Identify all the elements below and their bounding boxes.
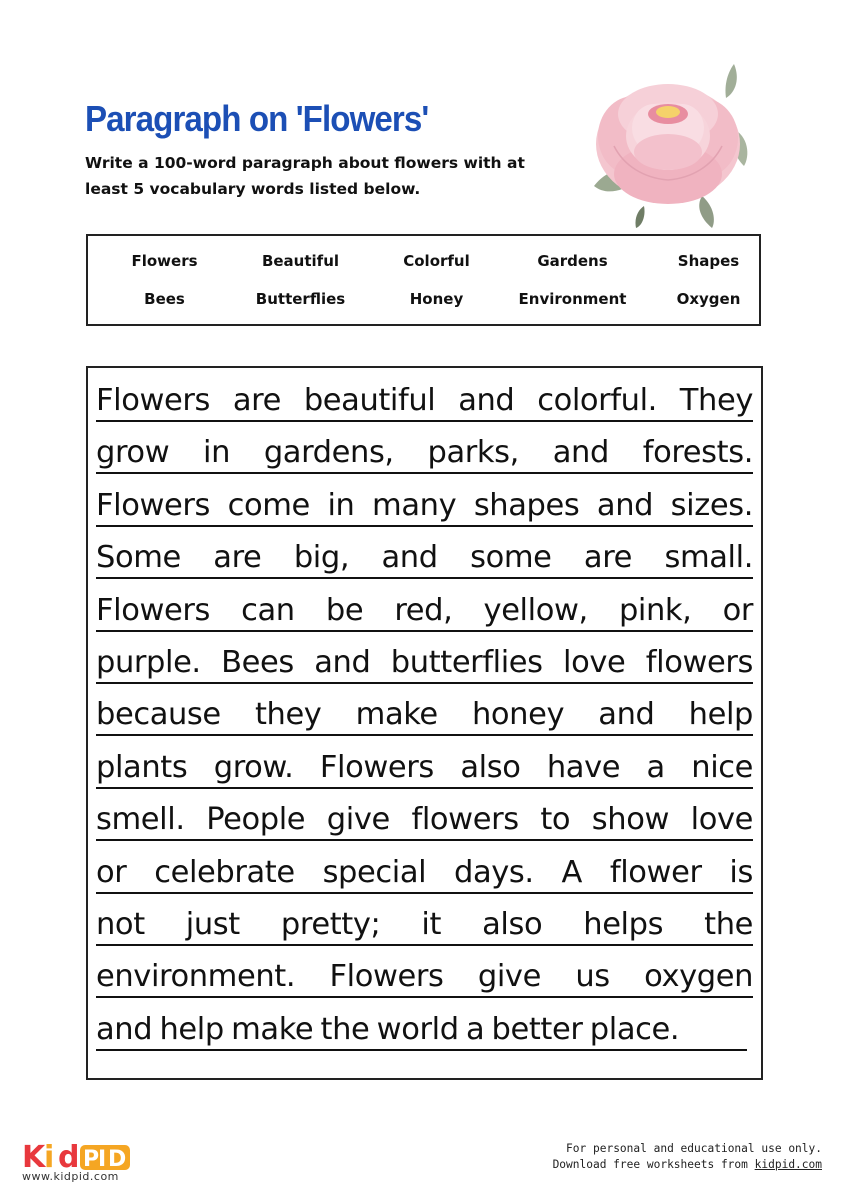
vocab-word: Environment — [518, 290, 627, 308]
paragraph-line-text: smell. People give flowers to show love — [96, 802, 753, 838]
footer-download-note — [553, 1158, 822, 1171]
logo-letter-i: i — [44, 1140, 55, 1175]
paragraph-line-text: environment. Flowers give us oxygen — [96, 959, 753, 995]
writing-underline — [96, 525, 753, 527]
writing-underline — [96, 734, 753, 736]
paragraph-line — [96, 848, 753, 900]
logo-letter-d: d — [58, 1140, 80, 1175]
vocab-word: Beautiful — [261, 252, 340, 270]
vocab-word: Colorful — [403, 252, 470, 270]
paragraph-line-text: or celebrate special days. A flower is — [96, 854, 753, 890]
paragraph-line-text: grow in gardens, parks, and forests. — [96, 435, 753, 471]
paragraph-line-text: Flowers can be red, yellow, pink, or — [96, 592, 753, 628]
logo-letter-d2: D — [108, 1147, 127, 1172]
vocabulary-row-2 — [105, 290, 783, 308]
vocab-word: Gardens — [537, 252, 608, 270]
vocabulary-box — [86, 234, 761, 326]
writing-underline — [96, 1049, 747, 1051]
paragraph-line — [96, 743, 753, 795]
writing-underline — [96, 472, 753, 474]
writing-underline — [96, 839, 753, 841]
writing-underline — [96, 682, 753, 684]
footer-download-prefix: Download free worksheets from — [552, 1158, 748, 1171]
writing-underline — [96, 420, 753, 422]
pink-peony-icon — [584, 56, 752, 228]
vocab-word: Flowers — [131, 252, 198, 270]
instruction-line-2: least 5 vocabulary words listed below. — [85, 180, 421, 198]
paragraph-line — [96, 481, 753, 533]
paragraph-line-text: purple. Bees and butterflies love flowers — [96, 644, 753, 680]
paragraph-line-text: plants grow. Flowers also have a nice — [96, 749, 753, 785]
vocab-word: Butterflies — [255, 290, 346, 308]
writing-underline — [96, 996, 753, 998]
paragraph-line — [96, 690, 753, 742]
writing-underline — [96, 577, 753, 579]
vocab-word: Oxygen — [676, 290, 741, 308]
paragraph-line-text: Flowers are beautiful and colorful. They — [96, 383, 753, 418]
paragraph-line — [96, 428, 753, 480]
vocab-word: Honey — [409, 290, 464, 308]
paragraph-lines — [96, 376, 753, 1057]
vocab-word: Shapes — [677, 252, 740, 270]
logo-letter-k: K — [22, 1140, 46, 1175]
paragraph-line — [96, 376, 753, 428]
logo-url[interactable]: www.kidpid.com — [22, 1170, 119, 1183]
paragraph-line-text: not just pretty; it also helps the — [96, 906, 753, 942]
paragraph-box — [86, 366, 763, 1080]
paragraph-line-text: Some are big, and some are small. — [96, 540, 753, 576]
paragraph-line — [96, 795, 753, 847]
writing-underline — [96, 787, 753, 789]
paragraph-line-text: and help make the world a better place. — [96, 1011, 680, 1047]
writing-underline — [96, 892, 753, 894]
paragraph-line-text: Flowers come in many shapes and sizes. — [96, 487, 753, 523]
instruction-line-1: Write a 100-word paragraph about flowers with at — [85, 154, 525, 172]
worksheet-instruction — [85, 150, 555, 202]
footer-usage-note: For personal and educational use only. — [566, 1142, 822, 1155]
footer-link[interactable]: kidpid.com — [754, 1158, 822, 1171]
paragraph-line — [96, 1005, 753, 1057]
logo-letter-p: P — [83, 1147, 100, 1172]
vocab-word: Bees — [144, 290, 185, 308]
vocabulary-row-1 — [105, 252, 783, 270]
paragraph-line — [96, 533, 753, 585]
paragraph-line — [96, 586, 753, 638]
worksheet-title: Paragraph on 'Flowers' — [85, 98, 429, 139]
writing-underline — [96, 944, 753, 946]
logo-letter-i2: I — [98, 1147, 107, 1172]
paragraph-line — [96, 638, 753, 690]
paragraph-line — [96, 952, 753, 1004]
paragraph-line — [96, 900, 753, 952]
paragraph-line-text: because they make honey and help — [96, 697, 753, 733]
writing-underline — [96, 630, 753, 632]
